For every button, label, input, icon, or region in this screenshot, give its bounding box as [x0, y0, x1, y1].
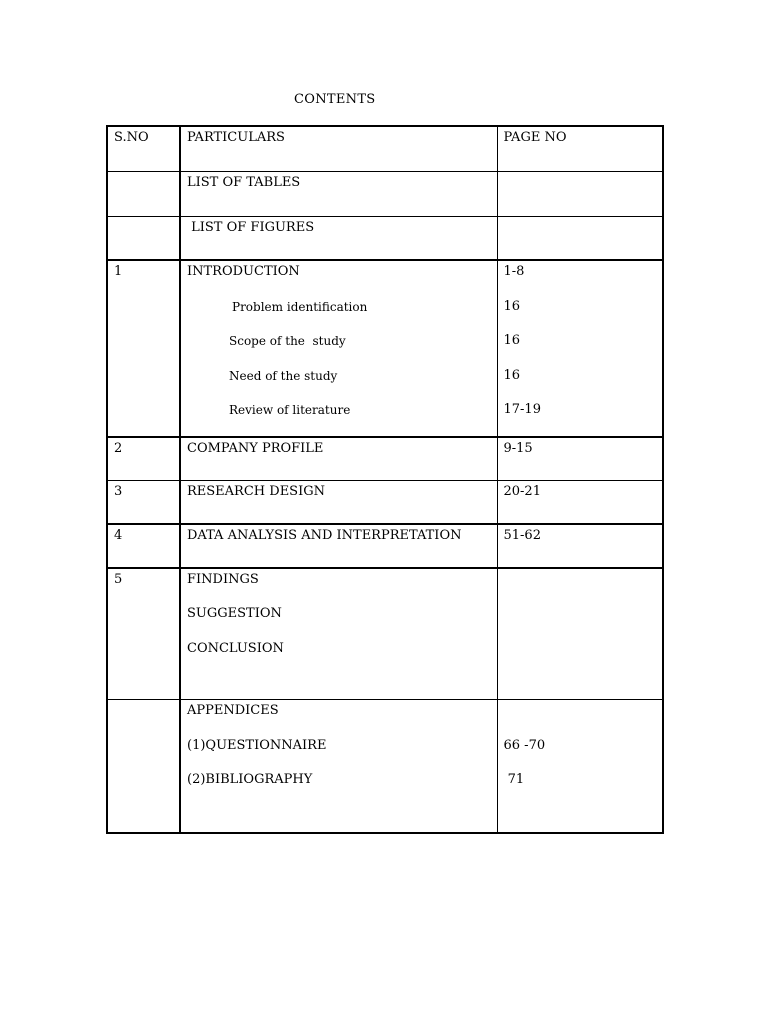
page-cell [497, 568, 663, 700]
particular-item: COMPANY PROFILE [187, 440, 324, 456]
particular-item: APPENDICES [187, 703, 279, 718]
page-value: 16 [503, 298, 521, 314]
particulars-cell [180, 260, 497, 437]
page-value: 16 [503, 333, 521, 348]
particulars-cell [180, 216, 497, 260]
sno-cell [107, 171, 180, 216]
sno-value: 1 [114, 264, 123, 279]
page-value: 17-19 [503, 402, 541, 417]
particular-subitem: Problem identification [232, 299, 368, 314]
particular-item: (2)BIBLIOGRAPHY [187, 772, 313, 787]
header-particulars: PARTICULARS [187, 130, 285, 145]
particular-item: CONCLUSION [187, 640, 284, 656]
page-cell [497, 437, 663, 481]
particular-item: FINDINGS [187, 571, 259, 587]
particular-item: (1)QUESTIONNAIRE [187, 737, 327, 753]
header-sno-cell [107, 126, 180, 171]
particular-subitem: Need of the study [229, 368, 338, 383]
table-row [107, 171, 663, 216]
page-value: 20-21 [503, 484, 541, 499]
sno-cell [107, 481, 180, 524]
sno-value: 5 [114, 571, 123, 587]
page-cell [497, 481, 663, 524]
particular-item: INTRODUCTION [187, 264, 300, 279]
table-row [107, 481, 663, 524]
sno-cell [107, 216, 180, 260]
page-value: 71 [503, 772, 525, 787]
sno-value [108, 702, 179, 737]
header-page-cell [497, 126, 663, 171]
particulars-cell [180, 171, 497, 216]
page-cell [497, 524, 663, 568]
table-row [107, 700, 663, 833]
table-row [107, 437, 663, 481]
sno-value: 3 [114, 484, 123, 499]
page-value: 51-62 [503, 527, 541, 543]
particular-subitem: Review of literature [229, 403, 351, 417]
page-value [498, 174, 663, 209]
page-value [498, 571, 663, 606]
particular-item: SUGGESTION [187, 606, 282, 621]
page-cell [497, 700, 663, 833]
particular-item: DATA ANALYSIS AND INTERPRETATION [187, 527, 462, 543]
sno-value [108, 219, 179, 254]
contents-table [106, 125, 664, 834]
particulars-cell [180, 481, 497, 524]
sno-cell [107, 437, 180, 481]
header-particulars-cell [180, 126, 497, 171]
page-value: 66 -70 [503, 737, 546, 753]
sno-cell [107, 700, 180, 833]
sno-cell [107, 568, 180, 700]
table-row [107, 524, 663, 568]
page-cell [497, 260, 663, 437]
page-cell [497, 216, 663, 260]
particular-item: LIST OF TABLES [187, 174, 301, 190]
sno-cell [107, 524, 180, 568]
header-sno: S.NO [114, 130, 149, 145]
page-value [498, 219, 663, 254]
particulars-cell [180, 568, 497, 700]
table-row [107, 568, 663, 700]
particular-item: RESEARCH DESIGN [187, 484, 325, 499]
table-header-row [107, 126, 663, 171]
sno-value: 4 [114, 527, 123, 543]
page-value: 16 [503, 367, 521, 383]
particular-item: LIST OF FIGURES [187, 219, 315, 235]
page-cell [497, 171, 663, 216]
table-row [107, 216, 663, 260]
page-value: 1-8 [503, 264, 525, 279]
header-page-no: PAGE NO [503, 130, 567, 145]
sno-cell [107, 260, 180, 437]
page-value: 9-15 [503, 440, 533, 456]
particulars-cell [180, 700, 497, 833]
table-row [107, 260, 663, 437]
particulars-cell [180, 437, 497, 481]
particulars-cell [180, 524, 497, 568]
sno-value: 2 [114, 440, 123, 456]
page-title: CONTENTS [294, 92, 376, 107]
sno-value [108, 174, 179, 209]
page-value [498, 702, 663, 737]
particular-subitem: Scope of the study [229, 334, 346, 348]
